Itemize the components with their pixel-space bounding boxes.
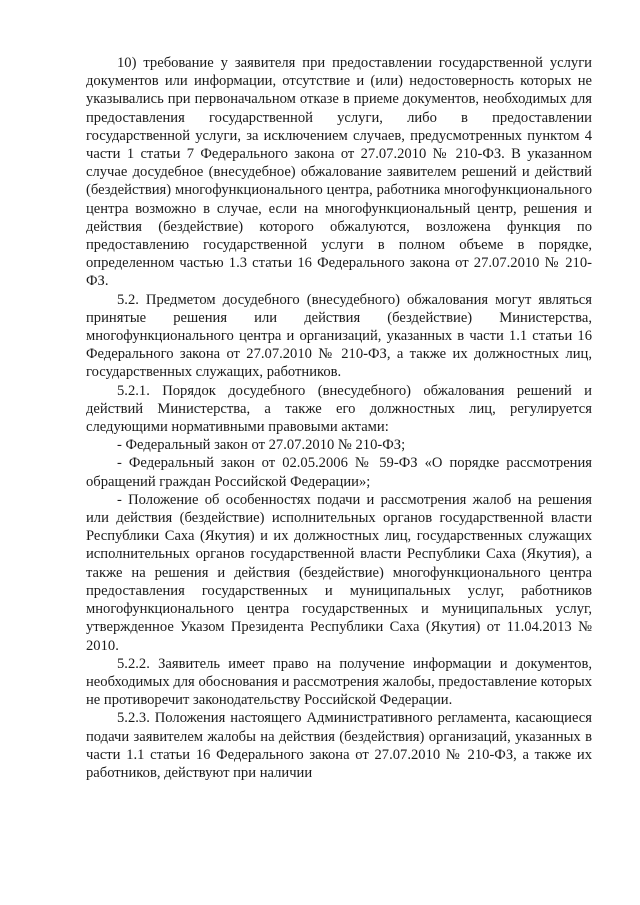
list-item-regulation: - Положение об особенностях подачи и рассмотрения жалоб на решения или действия (бездействие) исполнительных органов государственной власти Республики Саха (Якутия) и их должностных лиц, государственных служащих исполнительных органов государственной власти Республики Саха (Якутия), а также на решения и действия (бездействие) многофункционального центра предоставления государственных и муниципальных услуг, работников многофункционального центра государственных и муниципальных услуг, утвержденное Указом Президента Республики Саха (Якутия) от 11.04.2013 № 2010. xyxy=(86,491,592,654)
paragraph-5-2-2: 5.2.2. Заявитель имеет право на получение информации и документов, необходимых для обоснования и рассмотрения жалобы, предоставление которых не противоречит законодательству Российской Федерации. xyxy=(86,655,592,709)
paragraph-5-2: 5.2. Предметом досудебного (внесудебного) обжалования могут являться принятые решения или действия (бездействие) Министерства, многофункционального центра и организаций, указанных в части 1.1 статьи 16 Федерального закона от 27.07.2010 № 210-ФЗ, а также их должностных лиц, государственных служащих, работников. xyxy=(86,291,592,381)
paragraph-5-2-3: 5.2.3. Положения настоящего Административного регламента, касающиеся подачи заявителем жалобы на действия (бездействия) организаций, указанных в части 1.1 статьи 16 Федерального закона от 27.07.2010 № 210-ФЗ, а также их работников, действуют при наличии xyxy=(86,710,592,781)
paragraph-5-2-1: 5.2.1. Порядок досудебного (внесудебного) обжалования решений и действий Министерства, а также его должностных лиц, регулируется следующими нормативными правовыми актами: xyxy=(86,382,592,436)
list-item-law-210: - Федеральный закон от 27.07.2010 № 210-ФЗ; xyxy=(117,437,406,454)
list-item-law-59: - Федеральный закон от 02.05.2006 № 59-ФЗ «О порядке рассмотрения обращений граждан Российской Федерации»; xyxy=(86,455,592,490)
document-body xyxy=(86,54,592,782)
paragraph-item-10: 10) требование у заявителя при предоставлении государственной услуги документов или информации, отсутствие и (или) недостоверность которых не указывались при первоначальном отказе в приеме документов, необходимых для предоставления государственной услуги, либо в предоставлении государственной услуги, за исключением случаев, предусмотренных пунктом 4 части 1 статьи 7 Федерального закона от 27.07.2010 № 210-ФЗ. В указанном случае досудебное (внесудебное) обжалование заявителем решений и действий (бездействия) многофункционального центра, работника многофункционального центра возможно в случае, если на многофункциональный центр, решения и действия (бездействие) которого обжалуются, возложена функция по предоставлению государственной услуги в полном объеме в порядке, определенном частью 1.3 статьи 16 Федерального закона от 27.07.2010 № 210-ФЗ. xyxy=(86,55,592,290)
